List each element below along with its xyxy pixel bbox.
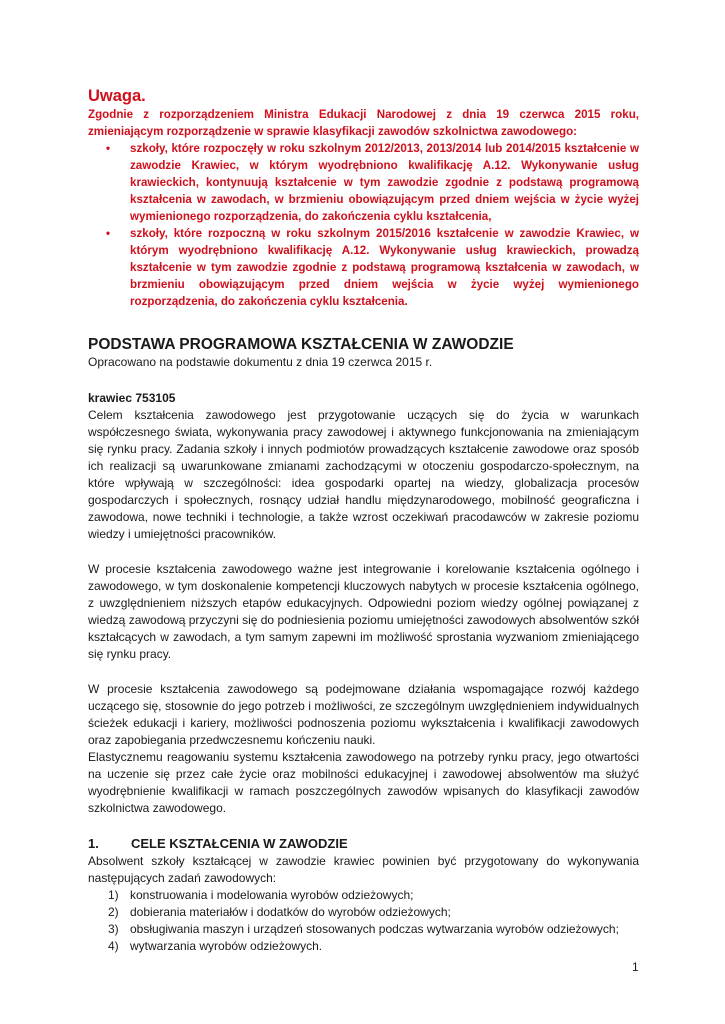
notice-item-text: szkoły, które rozpoczną w roku szkolnym 2015/2016 kształcenie w zawodzie Krawiec, w którym wyodrębniono kwalifikację A.12. Wykonywanie usług krawieckich, prowadzą kształcenie w tym zawodzie zgodnie z podstawą programową kształcenia w zawodach, w brzmieniu obowiązującym przed dniem wejścia w życie wyżej wymienionego rozporządzenia, do zakończenia cyklu kształcenia. bbox=[130, 227, 639, 308]
notice-item-text: szkoły, które rozpoczęły w roku szkolnym 2012/2013, 2013/2014 lub 2014/2015 kształcenie w zawodzie Krawiec, w którym wyodrębniono kwalifikację A.12. Wykonywanie usług krawieckich, kontynuują kształcenie w tym zawodzie zgodnie z podstawą programową kształcenia w zawodach, w brzmieniu obowiązującym przed dniem wejścia w życie wyżej wymienionego rozporządzenia, do zakończenia cyklu kształcenia, bbox=[130, 142, 639, 223]
notice-list bbox=[88, 140, 639, 310]
paragraph: Elastycznemu reagowaniu systemu kształcenia zawodowego na potrzeby rynku pracy, jego otwartości na uczenie się przez całe życie oraz mobilności edukacyjnej i zawodowej absolwentów ma służyć wyodrębnienie kwalifikacji w ramach poszczególnych zawodów wpisanych do klasyfikacji zawodów szkolnictwa zawodowego. bbox=[88, 750, 639, 815]
item-text: konstruowania i modelowania wyrobów odzieżowych; bbox=[130, 888, 414, 902]
list-item bbox=[106, 225, 639, 310]
list-item bbox=[108, 938, 639, 955]
bullet-icon: • bbox=[106, 142, 111, 155]
page-number: 1 bbox=[632, 960, 639, 974]
list-item bbox=[106, 140, 639, 225]
bullet-icon: • bbox=[106, 227, 111, 240]
document-page bbox=[88, 86, 639, 955]
tasks-list bbox=[88, 887, 639, 955]
main-title: PODSTAWA PROGRAMOWA KSZTAŁCENIA W ZAWODZIE bbox=[88, 336, 514, 353]
paragraph: W procesie kształcenia zawodowego są podejmowane działania wspomagające rozwój każdego uczącego się, stosownie do jego potrzeb i możliwości, ze szczególnym uwzględnieniem indywidualnych ścieżek edukacji i kariery, możliwości podnoszenia poziomu wykształcenia i kwalifikacji zawodowych oraz zapobiegania przedwczesnemu kończeniu nauki. bbox=[88, 682, 639, 747]
item-number: 3) bbox=[108, 922, 119, 936]
item-number: 4) bbox=[108, 939, 119, 953]
section-title: CELE KSZTAŁCENIA W ZAWODZIE bbox=[131, 836, 348, 851]
item-text: obsługiwania maszyn i urządzeń stosowanych podczas wytwarzania wyrobów odzieżowych; bbox=[130, 922, 619, 936]
paragraph: W procesie kształcenia zawodowego ważne jest integrowanie i korelowanie kształcenia ogólnego i zawodowego, w tym doskonalenie kompetencji kluczowych nabytych w procesie kształcenia ogólnego, z uwzględnieniem niższych etapów edukacyjnych. Odpowiedni poziom wiedzy ogólnej powiązanej z wiedzą zawodową przyczyni się do podniesienia poziomu umiejętności zawodowych absolwentów szkół kształcących w zawodach, a tym samym zapewni im możliwość sprostania wyzwaniom zmieniającego się rynku pracy. bbox=[88, 562, 639, 661]
section-number: 1. bbox=[88, 836, 99, 851]
list-item bbox=[108, 921, 639, 938]
item-number: 1) bbox=[108, 888, 119, 902]
notice-title: Uwaga. bbox=[88, 87, 146, 105]
item-number: 2) bbox=[108, 905, 119, 919]
list-item bbox=[108, 904, 639, 921]
list-item bbox=[108, 887, 639, 904]
section-heading bbox=[88, 835, 639, 853]
item-text: wytwarzania wyrobów odzieżowych. bbox=[130, 939, 323, 953]
occupation-code: krawiec 753105 bbox=[88, 391, 176, 405]
section-intro: Absolwent szkoły kształcącej w zawodzie krawiec powinien być przygotowany do wykonywania następujących zadań zawodowych: bbox=[88, 854, 639, 885]
subtitle: Opracowano na podstawie dokumentu z dnia 19 czerwca 2015 r. bbox=[88, 355, 433, 369]
notice-intro: Zgodnie z rozporządzeniem Ministra Edukacji Narodowej z dnia 19 czerwca 2015 roku, zmieniającym rozporządzenie w sprawie klasyfikacji zawodów szkolnictwa zawodowego: bbox=[88, 108, 639, 138]
item-text: dobierania materiałów i dodatków do wyrobów odzieżowych; bbox=[130, 905, 451, 919]
paragraph: Celem kształcenia zawodowego jest przygotowanie uczących się do życia w warunkach współczesnego świata, wykonywania pracy zawodowej i aktywnego funkcjonowania na zmieniającym się rynku pracy. Zadania szkoły i innych podmiotów prowadzących kształcenie zawodowe oraz sposób ich realizacji są uwarunkowane zmianami zachodzącymi w otoczeniu gospodarczo-społecznym, na które wpływają w szczególności: idea gospodarki opartej na wiedzy, globalizacja procesów gospodarczych i społecznych, rosnący udział handlu międzynarodowego, mobilność geograficzna i zawodowa, nowe techniki i technologie, a także wzrost oczekiwań pracodawców w zakresie poziomu wiedzy i umiejętności pracowników. bbox=[88, 408, 639, 541]
